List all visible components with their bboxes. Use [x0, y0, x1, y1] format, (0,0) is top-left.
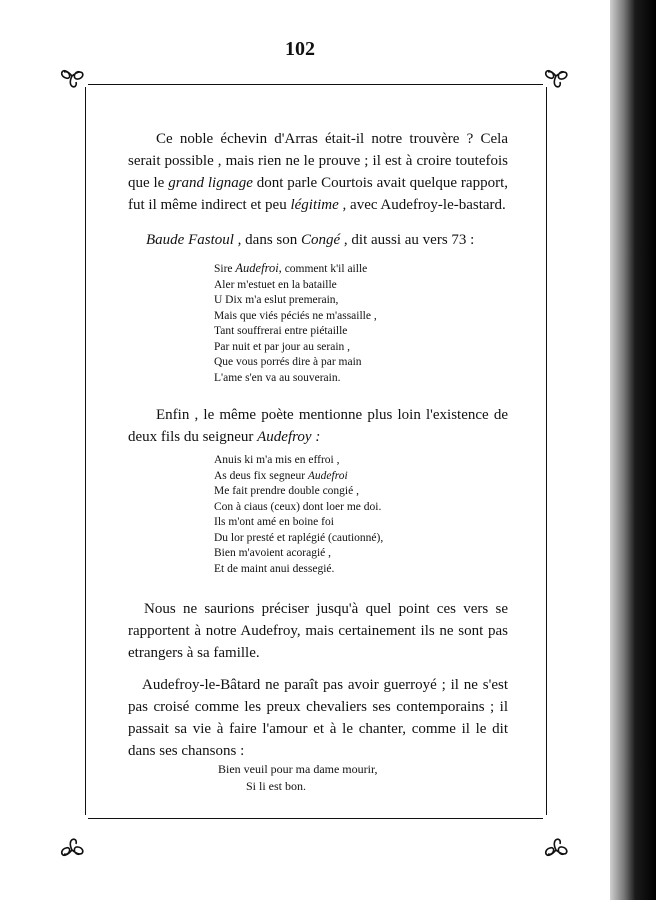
verse-line: Du lor presté et raplégié (cautionné), — [214, 531, 384, 544]
paragraph-enfin — [128, 404, 508, 448]
verse-line: Mais que viés péciés ne m'assaille , — [214, 309, 377, 322]
italic-term: légitime , — [290, 197, 347, 213]
verse-line: Tant souffrerai entre piétaille — [214, 325, 348, 337]
verse-line: Anuis ki m'a mis en effroi , — [214, 454, 340, 466]
verse-quote-1 — [214, 261, 377, 386]
verse-line: Bien veuil pour ma dame mourir, — [218, 762, 378, 776]
paragraph-audefroy-le-batard — [128, 674, 508, 762]
verse-quote-2 — [214, 453, 383, 577]
frame-top-rule — [88, 84, 543, 85]
verse-line: Me fait prendre double congié , — [214, 485, 359, 497]
verse-line: Sire Audefroi, comment k'il aille — [214, 261, 368, 275]
paragraph-baude-fastoul — [128, 229, 508, 251]
italic-term: Congé — [301, 232, 341, 248]
italic-term: Audefroy : — [257, 429, 321, 445]
paragraph-text: Audefroy-le-Bâtard ne paraît pas avoir guerroyé ; il ne s'est pas croisé comme les preux chevaliers ses contemporains ; il passait sa vie à faire l'amour et à le chanter, comme il le dit dans ses chansons : — [128, 677, 508, 759]
frame-bottom-rule — [88, 818, 543, 819]
verse-line: Con à ciaus (ceux) dont loer me doi. — [214, 500, 382, 513]
paragraph-echevin — [128, 128, 508, 216]
verse-line: Bien m'avoient acoragié , — [214, 547, 332, 559]
frame-left-rule — [85, 87, 86, 815]
paragraph-text: avec Audefroy-le-bastard. — [346, 197, 506, 213]
italic-term: grand lignage — [168, 175, 253, 191]
paragraph-text: dont parle Courtois avait quelque rapport, fut il même indirect et peu — [128, 175, 508, 213]
verse-line: Par nuit et par jour au serain , — [214, 340, 351, 353]
italic-term: Baude Fastoul , — [146, 232, 242, 248]
corner-ornament-icon — [542, 62, 570, 90]
verse-line: Et de maint anui dessegié. — [214, 562, 335, 575]
paragraph-text: Enfin , le même poète mentionne plus loin l'existence de deux fils du seigneur — [128, 407, 508, 445]
verse-line: L'ame s'en va au souverain. — [214, 371, 341, 384]
book-gutter-shadow — [610, 0, 656, 900]
verse-quote-3 — [218, 761, 377, 795]
corner-ornament-icon — [542, 836, 570, 864]
paragraph-text: Ce noble échevin d'Arras était-il notre trouvère ? Cela serait possible , mais rien ne le prouve ; il est à croire toutefois que le — [128, 131, 508, 191]
verse-line: Ils m'ont amé en boine foi — [214, 516, 334, 528]
corner-ornament-icon — [58, 62, 86, 90]
verse-line: Si li est bon. — [246, 779, 307, 793]
paragraph-text: Nous ne saurions préciser jusqu'à quel point ces vers se rapportent à notre Audefroy, mais certainement ils ne sont pas etrangers à sa famille. — [128, 601, 508, 661]
verse-line: Aler m'estuet en la bataille — [214, 278, 337, 291]
verse-line: Que vous porrés dire à par main — [214, 356, 362, 368]
frame-right-rule — [546, 87, 547, 815]
verse-line: As deus fix segneur Audefroi — [214, 469, 348, 482]
corner-ornament-icon — [58, 836, 86, 864]
paragraph-nous-ne-saurions — [128, 598, 508, 664]
page-number: 102 — [285, 38, 315, 60]
paragraph-text: dans son — [241, 232, 301, 248]
verse-line: U Dix m'a eslut premerain, — [214, 294, 339, 306]
paragraph-text: , dit aussi au vers 73 : — [340, 232, 475, 248]
